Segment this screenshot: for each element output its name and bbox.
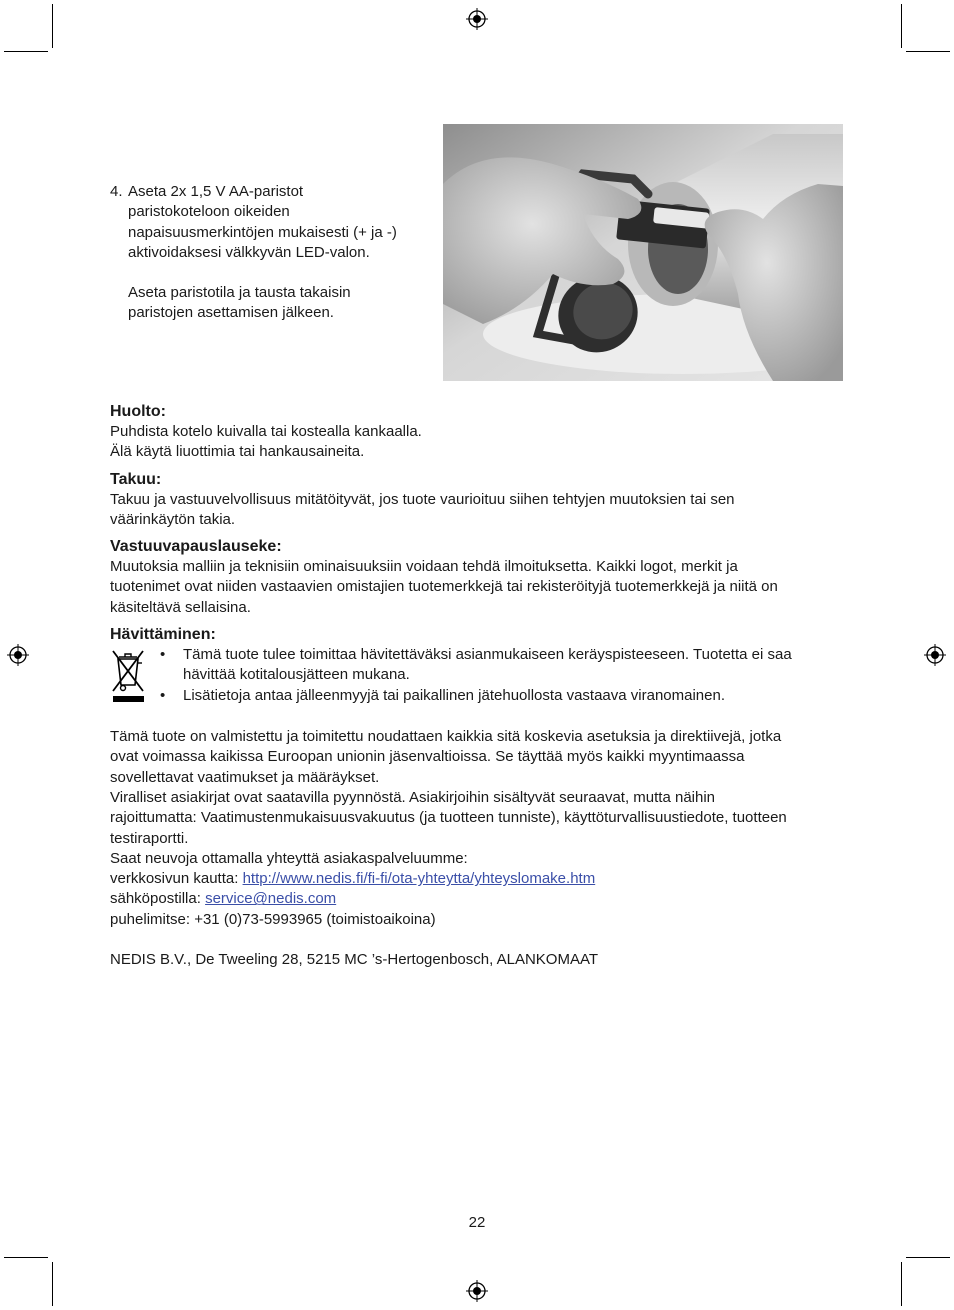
section-title: Vastuuvapauslauseke: — [110, 538, 282, 556]
email-link[interactable]: service@nedis.com — [205, 890, 337, 908]
email-label: sähköpostilla: — [110, 890, 206, 908]
crop-mark — [901, 1262, 902, 1306]
contact-form-link[interactable]: http://www.nedis.fi/fi-fi/ota-yhteytta/yhteyslomake.htm — [242, 870, 596, 888]
section-title: Huolto: — [110, 403, 166, 420]
crop-mark — [52, 1262, 53, 1306]
disposal-block — [110, 645, 845, 707]
bullet: • — [160, 646, 166, 664]
section-text: Puhdista kotelo kuivalla tai kostealla kankaalla. Älä käytä liuottimia tai hankausaineita. — [110, 423, 422, 461]
list-item: • Lisätietoja antaa jälleenmyyjä tai paikallinen jätehuollosta vastaava viranomainen. — [160, 686, 845, 706]
section-vastuuvapauslauseke — [110, 537, 845, 618]
crop-mark — [906, 51, 950, 52]
step-note: Aseta paristotila ja tausta takaisin paristojen asettamisen jälkeen. — [128, 284, 351, 322]
registration-mark-icon — [924, 644, 946, 666]
compliance-text: Tämä tuote on valmistettu ja toimitettu noudattaen kaikkia sitä koskevia asetuksia ja direktiivejä, jotka ovat voimassa kaikissa Euroopan unionin jäsenvaltioissa. Se täyttää myös kaikki myyntimaassa sovellettavat vaatimukset ja määräykset. Viralliset asiakirjat ovat saatavilla pyynnöstä. Asiakirjoihin sisältyvät seuraavat, mutta näihin rajoittumatta: Vaatimustenmukaisuusvakuutus (ja tuotteen tunniste), käyttöturvallisuustiedote, tuotteen testiraportti. Saat neuvoja ottamalla yhteyttä asiakaspalveluumme: verkkosivun kautta: http://www.nedis.fi/fi-fi/ota-yhteytta/yhteyslomake.htm sähköpostilla: service@nedis.com puhelimitse: +31 (0)73-5993965 (toimistoaikoina) — [110, 728, 787, 928]
crop-mark — [4, 1257, 48, 1258]
page-number: 22 — [468, 1214, 486, 1231]
battery-insertion-photo — [443, 124, 843, 381]
crop-mark — [52, 4, 53, 48]
bullet: • — [160, 686, 166, 704]
section-havittaminen — [110, 625, 845, 707]
phone-text: puhelimitse: +31 (0)73-5993965 (toimistoaikoina) — [110, 910, 436, 928]
section-title: Hävittäminen: — [110, 626, 216, 644]
main-content — [110, 402, 845, 970]
crossed-out-wheelie-bin-icon — [110, 647, 146, 703]
step-text: Aseta 2x 1,5 V AA-paristot paristokoteloon oikeiden napaisuusmerkintöjen mukaisesti (+ ja -) aktivoidaksesi välkkyvän LED-valon. — [128, 183, 397, 261]
disposal-list — [110, 645, 845, 706]
web-label: verkkosivun kautta: — [110, 870, 243, 888]
step-number: 4. — [110, 183, 123, 200]
registration-mark-icon — [466, 8, 488, 30]
crop-mark — [901, 4, 902, 48]
section-text: Takuu ja vastuuvelvollisuus mitätöityvät, jos tuote vaurioituu siihen tehtyjen muutoksien tai sen väärinkäytön takia. — [110, 490, 735, 528]
section-huolto — [110, 402, 845, 463]
registration-mark-icon — [466, 1280, 488, 1302]
section-title: Takuu: — [110, 470, 162, 488]
crop-mark — [906, 1257, 950, 1258]
step-4-instructions — [110, 182, 430, 344]
registration-mark-icon — [7, 644, 29, 666]
compliance-block — [110, 727, 845, 970]
list-item: • Tämä tuote tulee toimittaa hävitettäväksi asianmukaiseen keräyspisteeseen. Tuotetta ei saa hävittää kotitalousjätteen mukana. — [160, 646, 792, 684]
crop-mark — [4, 51, 48, 52]
section-text: Muutoksia malliin ja teknisiin ominaisuuksiin voidaan tehdä ilmoituksetta. Kaikki logot, merkit ja tuotenimet ovat niiden vastaavien omistajien tuotemerkkejä tai rekisteröityjä tuotemerkkejä ja niitä on käsiteltävä sellaisina. — [110, 558, 778, 616]
company-address: NEDIS B.V., De Tweeling 28, 5215 MC ’s-Hertogenbosch, ALANKOMAAT — [110, 951, 599, 969]
section-takuu — [110, 470, 845, 531]
